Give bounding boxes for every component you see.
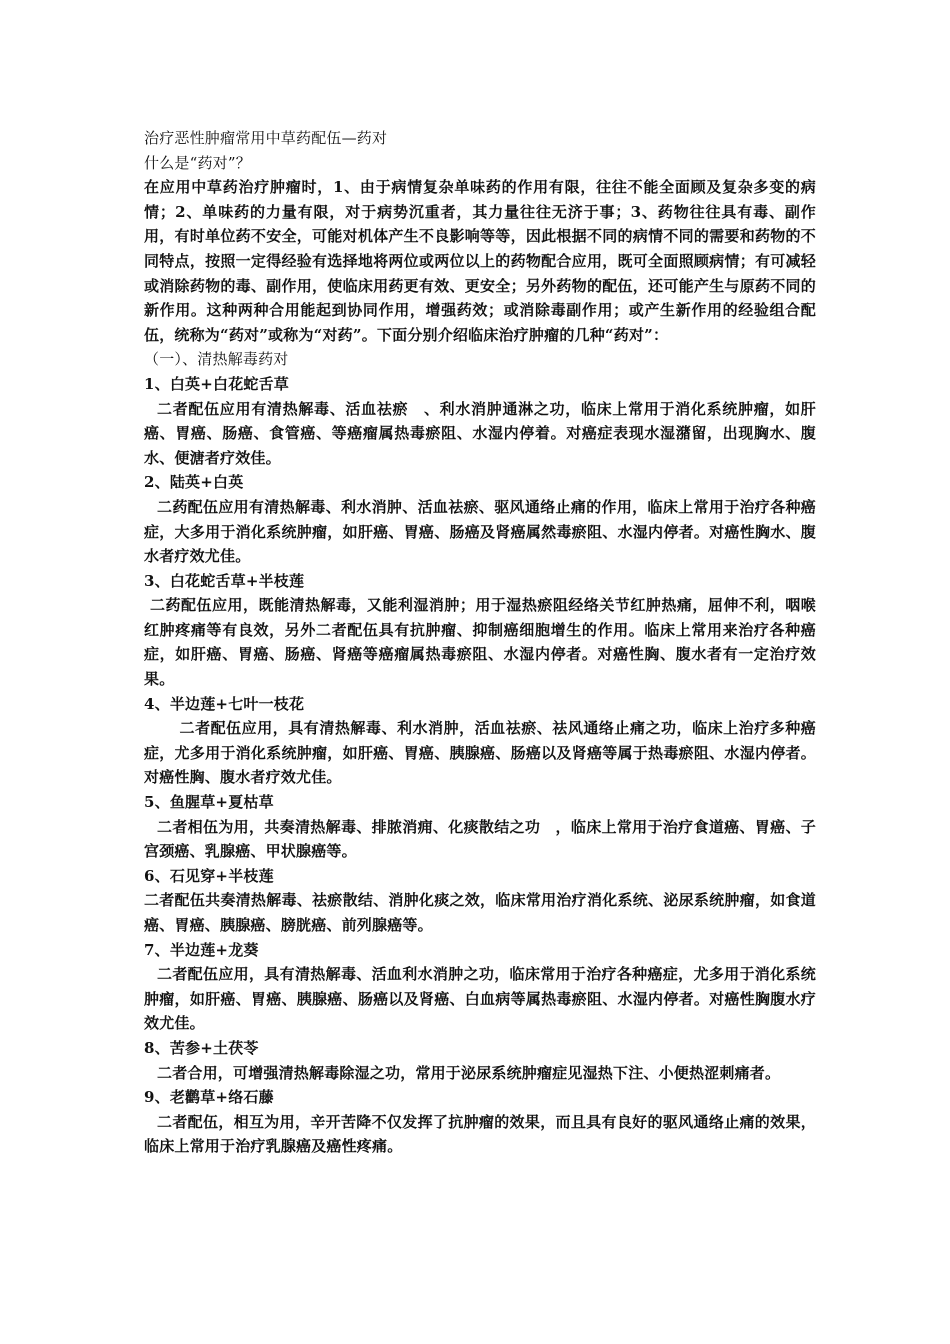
item-body-1: 二者配伍应用有清热解毒、活血祛瘀 、利水消肿通淋之功，临床上常用于消化系统肿瘤，如肝癌、胃癌、肠癌、食管癌、等癌瘤属热毒瘀阻、水湿内停着。对癌症表现水湿潴留，出现胸水、腹水、便溏者疗效佳。 (144, 399, 816, 467)
item-heading-1: 1、白英+白花蛇舌草 (144, 374, 290, 393)
item-heading-7: 7、半边莲+龙葵 (144, 940, 259, 959)
question-heading: 什么是“药对”？ (144, 153, 251, 172)
item-body-7: 二者配伍应用，具有清热解毒、活血利水消肿之功，临床常用于治疗各种癌症，尤多用于消化系统肿瘤，如肝癌、胃癌、胰腺癌、肠癌以及肾癌、白血病等属热毒瘀阻、水湿内停者。对癌性胸腹水疗效尤佳。 (144, 965, 816, 1033)
item-body-3: 二药配伍应用，既能清热解毒，又能利湿消肿；用于湿热瘀阻经络关节红肿热痛，屈伸不利，咽喉红肿疼痛等有良效，另外二者配伍具有抗肿瘤、抑制癌细胞增生的作用。临床上常用来治疗各种癌症，如肝癌、胃癌、肠癌、肾癌等癌瘤属热毒瘀阻、水湿内停者。对癌性胸、腹水者有一定治疗效果。 (144, 596, 816, 689)
document-title: 治疗恶性肿瘤常用中草药配伍—药对 (144, 129, 388, 147)
document-page (144, 126, 816, 1159)
item-body-9: 二者配伍，相互为用，辛开苦降不仅发挥了抗肿瘤的效果，而且具有良好的驱风通络止痛的效果，临床上常用于治疗乳腺癌及癌性疼痛。 (144, 1112, 816, 1156)
item-body-2: 二药配伍应用有清热解毒、利水消肿、活血祛瘀、驱风通络止痛的作用，临床上常用于治疗各种癌症，大多用于消化系统肿瘤，如肝癌、胃癌、肠癌及肾癌属然毒瘀阻、水湿内停者。对癌性胸水、腹水者疗效尤佳。 (144, 497, 816, 566)
item-body-4: 二者配伍应用，具有清热解毒、利水消肿，活血祛瘀、祛风通络止痛之功，临床上治疗多种癌症，尤多用于消化系统肿瘤，如肝癌、胃癌、胰腺癌、肠癌以及肾癌等属于热毒瘀阻、水湿内停者。对癌性胸、腹水者疗效尤佳。 (144, 719, 816, 787)
item-heading-8: 8、苦参+土茯苓 (144, 1038, 259, 1057)
item-heading-5: 5、鱼腥草+夏枯草 (144, 793, 274, 812)
item-body-5: 二者相伍为用，共奏清热解毒、排脓消痈、化痰散结之功 ，临床上常用于治疗食道癌、胃癌、子宫颈癌、乳腺癌、甲状腺癌等。 (144, 817, 816, 861)
item-heading-6: 6、石见穿+半枝莲 (144, 866, 274, 885)
item-heading-3: 3、白花蛇舌草+半枝莲 (144, 571, 305, 590)
item-heading-4: 4、半边莲+七叶一枝花 (144, 694, 305, 713)
item-body-6: 二者配伍共奏清热解毒、祛瘀散结、消肿化痰之效，临床常用治疗消化系统、泌尿系统肿瘤，如食道癌、胃癌、胰腺癌、膀胱癌、前列腺癌等。 (144, 891, 816, 934)
item-body-8: 二者合用，可增强清热解毒除湿之功，常用于泌尿系统肿瘤症见湿热下注、小便热涩刺痛者。 (157, 1063, 781, 1082)
intro-paragraph: 在应用中草药治疗肿瘤时，1、由于病情复杂单味药的作用有限，往往不能全面顾及复杂多变的病情；2、单味药的力量有限，对于病势沉重者，其力量往往无济于事；3、药物往往具有毒、副作用，有时单位药不安全，可能对机体产生不良影响等等，因此根据不同的病情不同的需要和药物的不同特点，按照一定得经验有选择地将两位或两位以上的药物配合应用，既可全面照顾病情；有可减轻或消除药物的毒、副作用，使临床用药更有效、更安全；另外药物的配伍，还可能产生与原药不同的新作用。这种两种合用能起到协同作用，增强药效；或消除毒副作用；或产生新作用的经验组合配伍，统称为“药对”或称为“对药”。下面分别介绍临床治疗肿瘤的几种“药对”： (144, 178, 816, 344)
item-heading-9: 9、老鹳草+络石藤 (144, 1088, 274, 1107)
section-heading: （一）、清热解毒药对 (144, 350, 289, 369)
item-heading-2: 2、陆英+白英 (144, 473, 244, 492)
